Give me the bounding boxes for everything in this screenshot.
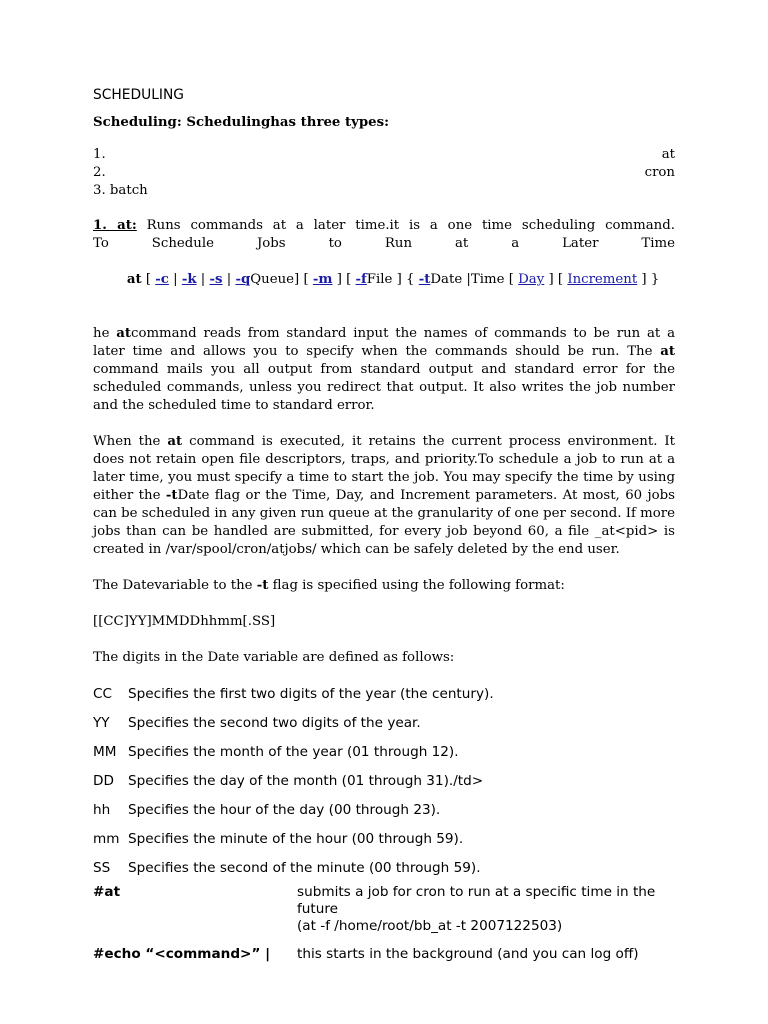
text: command mails you all output from standard output and standard error for the scheduled commands, unless you redirect that output. It also writes the job number and the scheduled time to standard error. xyxy=(93,362,675,413)
section-subtitle: Scheduling: Schedulinghas three types: xyxy=(93,115,390,130)
list-item xyxy=(93,146,675,164)
command-name: #at xyxy=(93,884,121,900)
definition-text: Specifies the second two digits of the year. xyxy=(128,715,421,731)
command-row xyxy=(93,884,675,935)
word: Schedule xyxy=(151,236,214,251)
definition-row xyxy=(93,685,675,714)
definition-row xyxy=(93,801,675,830)
flag-k-link[interactable]: -k xyxy=(181,272,197,287)
command-name: #echo “<command>” | xyxy=(93,946,271,962)
flag-s-link[interactable]: -s xyxy=(209,272,223,287)
word: to xyxy=(328,236,342,251)
commands-table xyxy=(93,884,675,963)
text: he xyxy=(93,326,117,341)
word: To xyxy=(93,236,109,251)
list-text: cron xyxy=(644,165,675,180)
command-description xyxy=(297,884,675,935)
command-example: (at -f /home/root/bb_at -t 2007122503) xyxy=(297,918,563,934)
definition-row xyxy=(93,743,675,772)
page-title: SCHEDULING xyxy=(93,87,184,103)
at-execution-paragraph xyxy=(93,433,675,559)
bold-text: -t xyxy=(256,578,269,593)
list-text: batch xyxy=(109,183,148,198)
at-desc-text: Runs commands at a later time.it is a one time scheduling command. xyxy=(146,218,675,233)
at-description xyxy=(93,217,675,235)
flag-m-link[interactable]: -m xyxy=(312,272,333,287)
to-schedule-line xyxy=(93,235,675,253)
definition-text: Specifies the minute of the hour (00 through 59). xyxy=(128,831,464,847)
list-text: at xyxy=(661,147,675,162)
syntax-text: | xyxy=(168,272,182,287)
word: Run xyxy=(384,236,413,251)
definitions-list xyxy=(93,685,675,888)
definition-code: SS xyxy=(93,860,111,876)
definition-row xyxy=(93,830,675,859)
definition-code: mm xyxy=(93,831,120,847)
text: When the xyxy=(93,434,168,449)
flag-q-link[interactable]: -q xyxy=(235,272,251,287)
text: Date flag or the Time, Day, and Increment parameters. At most, 60 jobs can be scheduled in any given run queue at the granularity of one per second. If more jobs than can be handled are submitted, for every job beyond 60, a file _at<pid> is created in /var/spool/cron/atjobs/ which can be safely deleted by the end user. xyxy=(93,488,676,557)
word: Jobs xyxy=(256,236,286,251)
digits-intro: The digits in the Date variable are defined as follows: xyxy=(93,650,455,665)
definition-row xyxy=(93,772,675,801)
word: Later xyxy=(562,236,599,251)
syntax-cmd: at xyxy=(126,272,142,287)
word: Time xyxy=(641,236,675,251)
definition-text: Specifies the month of the year (01 through 12). xyxy=(128,744,459,760)
at-section xyxy=(93,217,675,307)
text: command is executed, it retains the current process environment. It does not retain open file descriptors, traps, and priority.To schedule a job to run at a later time, you must specify a time to start the job. You may specify the time by using either the xyxy=(93,434,675,503)
definition-code: DD xyxy=(93,773,114,789)
definition-text: Specifies the hour of the day (00 through 23). xyxy=(128,802,441,818)
list-item xyxy=(93,164,675,182)
bold-text: -t xyxy=(165,488,178,503)
list-number: 2. xyxy=(93,165,106,180)
syntax-text: File ] { xyxy=(366,272,419,287)
syntax-text: [ xyxy=(141,272,156,287)
command-desc-text: submits a job for cron to run at a specific time in the future xyxy=(297,884,656,917)
flag-t-link[interactable]: -t xyxy=(418,272,431,287)
syntax-text: ] [ xyxy=(332,272,356,287)
at-command-paragraph xyxy=(93,325,675,415)
document-content xyxy=(93,86,675,963)
word: a xyxy=(511,236,520,251)
flag-f-link[interactable]: -f xyxy=(355,272,367,287)
definition-text: Specifies the first two digits of the year (the century). xyxy=(128,686,494,702)
command-row xyxy=(93,946,675,963)
list-number: 3. xyxy=(93,183,106,198)
definition-code: CC xyxy=(93,686,112,702)
text: command reads from standard input the names of commands to be run at a later time and allows you to specify when the commands should be run. The xyxy=(93,326,675,359)
definition-row xyxy=(93,714,675,743)
definition-text: Specifies the second of the minute (00 through 59). xyxy=(128,860,481,876)
definition-code: YY xyxy=(93,715,110,731)
types-list xyxy=(93,146,675,200)
definition-code: hh xyxy=(93,802,111,818)
syntax-text: Date |Time [ xyxy=(430,272,519,287)
at-syntax xyxy=(93,253,675,307)
bold-text: at xyxy=(167,434,183,449)
syntax-text: Queue] [ xyxy=(250,272,313,287)
word: at xyxy=(454,236,469,251)
bold-text: at xyxy=(660,344,675,359)
syntax-text: ] [ xyxy=(544,272,568,287)
syntax-text: ] } xyxy=(637,272,660,287)
definition-code: MM xyxy=(93,744,117,760)
bold-text: at xyxy=(116,326,131,341)
syntax-text: | xyxy=(196,272,210,287)
increment-link[interactable]: Increment xyxy=(567,272,638,287)
command-description: this starts in the background (and you can log off) xyxy=(297,946,639,962)
flag-c-link[interactable]: -c xyxy=(155,272,169,287)
day-link[interactable]: Day xyxy=(518,272,545,287)
list-item xyxy=(93,182,675,200)
text: flag is specified using the following format: xyxy=(268,578,565,593)
syntax-text: | xyxy=(222,272,236,287)
date-variable-paragraph xyxy=(93,577,675,595)
at-label: 1. at: xyxy=(93,218,137,233)
text: The Datevariable to the xyxy=(93,578,257,593)
list-number: 1. xyxy=(93,147,106,162)
date-format: [[CC]YY]MMDDhhmm[.SS] xyxy=(93,614,276,629)
definition-text: Specifies the day of the month (01 through 31)./td> xyxy=(128,773,484,789)
